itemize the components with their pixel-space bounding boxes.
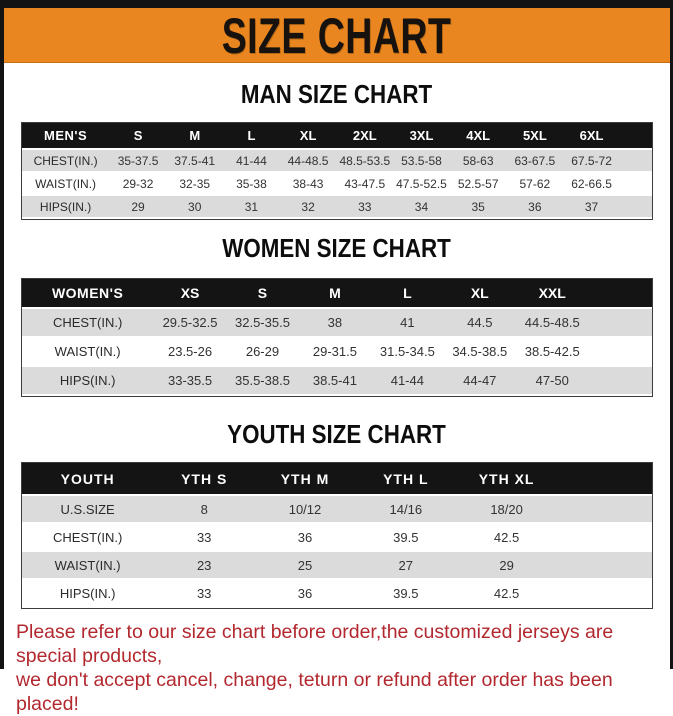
order-notice xyxy=(0,620,673,716)
size-value-cell: 58-63 xyxy=(450,149,507,172)
row-filler xyxy=(588,308,651,337)
row-filler xyxy=(557,551,652,579)
measure-row-label: WAIST(IN.) xyxy=(22,337,154,366)
size-value-cell: 32 xyxy=(280,195,337,218)
left-border-strip xyxy=(0,0,4,669)
table-row xyxy=(22,149,652,172)
header-filler xyxy=(557,463,652,495)
size-column-header: 3XL xyxy=(393,123,450,149)
size-value-cell: 8 xyxy=(154,495,255,523)
size-value-cell: 44-47 xyxy=(444,366,516,395)
row-filler xyxy=(620,195,652,218)
size-value-cell: 42.5 xyxy=(456,523,557,551)
size-value-cell: 37 xyxy=(563,195,620,218)
size-column-header: XXL xyxy=(516,279,588,308)
table-row xyxy=(22,523,652,551)
size-value-cell: 41-44 xyxy=(223,149,280,172)
size-value-cell: 34 xyxy=(393,195,450,218)
table-row xyxy=(22,366,652,395)
youth-table-corner-label: YOUTH xyxy=(22,463,154,495)
size-value-cell: 29 xyxy=(456,551,557,579)
size-value-cell: 32-35 xyxy=(166,172,223,195)
header-filler xyxy=(620,123,652,149)
row-filler xyxy=(588,366,651,395)
size-value-cell: 35-37.5 xyxy=(110,149,167,172)
size-column-header: XL xyxy=(280,123,337,149)
table-row xyxy=(22,579,652,607)
size-column-header: YTH XL xyxy=(456,463,557,495)
size-value-cell: 42.5 xyxy=(456,579,557,607)
women-table-header-row xyxy=(22,279,652,308)
order-notice-line2: we don't accept cancel, change, teturn or refund after order has been placed! xyxy=(16,669,613,715)
size-column-header: S xyxy=(110,123,167,149)
table-row xyxy=(22,308,652,337)
women-size-table xyxy=(21,278,653,397)
size-value-cell: 10/12 xyxy=(255,495,356,523)
size-value-cell: 38.5-42.5 xyxy=(516,337,588,366)
size-value-cell: 48.5-53.5 xyxy=(336,149,393,172)
size-value-cell: 30 xyxy=(166,195,223,218)
youth-size-table xyxy=(21,462,653,609)
measure-row-label: WAIST(IN.) xyxy=(22,551,154,579)
size-value-cell: 29.5-32.5 xyxy=(154,308,226,337)
size-value-cell: 47.5-52.5 xyxy=(393,172,450,195)
size-value-cell: 44.5 xyxy=(444,308,516,337)
size-value-cell: 41 xyxy=(371,308,443,337)
size-value-cell: 36 xyxy=(255,579,356,607)
size-value-cell: 29-32 xyxy=(110,172,167,195)
size-value-cell: 29 xyxy=(110,195,167,218)
size-value-cell: 35-38 xyxy=(223,172,280,195)
size-value-cell: 35.5-38.5 xyxy=(226,366,298,395)
size-value-cell: 36 xyxy=(507,195,564,218)
size-value-cell: 35 xyxy=(450,195,507,218)
size-value-cell: 31.5-34.5 xyxy=(371,337,443,366)
size-value-cell: 38-43 xyxy=(280,172,337,195)
size-column-header: 6XL xyxy=(563,123,620,149)
size-value-cell: 23.5-26 xyxy=(154,337,226,366)
measure-row-label: CHEST(IN.) xyxy=(22,523,154,551)
table-row xyxy=(22,551,652,579)
size-value-cell: 57-62 xyxy=(507,172,564,195)
size-value-cell: 18/20 xyxy=(456,495,557,523)
size-value-cell: 27 xyxy=(355,551,456,579)
size-value-cell: 33 xyxy=(336,195,393,218)
table-row xyxy=(22,495,652,523)
size-column-header: L xyxy=(371,279,443,308)
row-filler xyxy=(557,495,652,523)
size-value-cell: 34.5-38.5 xyxy=(444,337,516,366)
measure-row-label: HIPS(IN.) xyxy=(22,579,154,607)
size-column-header: 4XL xyxy=(450,123,507,149)
size-value-cell: 39.5 xyxy=(355,523,456,551)
size-value-cell: 39.5 xyxy=(355,579,456,607)
size-value-cell: 62-66.5 xyxy=(563,172,620,195)
youth-table-header-row xyxy=(22,463,652,495)
table-row xyxy=(22,195,652,218)
women-section-heading: WOMEN SIZE CHART xyxy=(222,233,451,263)
size-column-header: XL xyxy=(444,279,516,308)
size-column-header: YTH L xyxy=(355,463,456,495)
row-filler xyxy=(620,172,652,195)
size-chart-banner xyxy=(0,8,673,63)
size-value-cell: 23 xyxy=(154,551,255,579)
size-column-header: M xyxy=(299,279,371,308)
size-value-cell: 14/16 xyxy=(355,495,456,523)
measure-row-label: CHEST(IN.) xyxy=(22,308,154,337)
measure-row-label: CHEST(IN.) xyxy=(22,149,110,172)
women-table-corner-label: WOMEN'S xyxy=(22,279,154,308)
size-column-header: 2XL xyxy=(336,123,393,149)
size-column-header: XS xyxy=(154,279,226,308)
size-value-cell: 41-44 xyxy=(371,366,443,395)
size-value-cell: 47-50 xyxy=(516,366,588,395)
size-value-cell: 25 xyxy=(255,551,356,579)
size-value-cell: 36 xyxy=(255,523,356,551)
size-value-cell: 33-35.5 xyxy=(154,366,226,395)
size-value-cell: 53.5-58 xyxy=(393,149,450,172)
size-value-cell: 32.5-35.5 xyxy=(226,308,298,337)
youth-section-heading: YOUTH SIZE CHART xyxy=(227,419,446,449)
size-value-cell: 43-47.5 xyxy=(336,172,393,195)
measure-row-label: HIPS(IN.) xyxy=(22,195,110,218)
size-column-header: 5XL xyxy=(507,123,564,149)
size-value-cell: 38 xyxy=(299,308,371,337)
header-filler xyxy=(588,279,651,308)
size-value-cell: 67.5-72 xyxy=(563,149,620,172)
size-column-header: YTH M xyxy=(255,463,356,495)
size-value-cell: 33 xyxy=(154,579,255,607)
size-column-header: S xyxy=(226,279,298,308)
man-section-heading: MAN SIZE CHART xyxy=(240,79,433,109)
man-table-corner-label: MEN'S xyxy=(22,123,110,149)
size-value-cell: 44.5-48.5 xyxy=(516,308,588,337)
size-column-header: YTH S xyxy=(154,463,255,495)
row-filler xyxy=(557,523,652,551)
size-value-cell: 52.5-57 xyxy=(450,172,507,195)
size-value-cell: 63-67.5 xyxy=(507,149,564,172)
measure-row-label: WAIST(IN.) xyxy=(22,172,110,195)
row-filler xyxy=(620,149,652,172)
row-filler xyxy=(557,579,652,607)
measure-row-label: U.S.SIZE xyxy=(22,495,154,523)
size-column-header: M xyxy=(166,123,223,149)
order-notice-line1: Please refer to our size chart before order,the customized jerseys are special products, xyxy=(16,621,614,667)
man-size-table xyxy=(21,122,653,220)
size-value-cell: 37.5-41 xyxy=(166,149,223,172)
size-column-header: L xyxy=(223,123,280,149)
size-value-cell: 38.5-41 xyxy=(299,366,371,395)
table-row xyxy=(22,337,652,366)
size-value-cell: 44-48.5 xyxy=(280,149,337,172)
size-value-cell: 26-29 xyxy=(226,337,298,366)
row-filler xyxy=(588,337,651,366)
size-value-cell: 31 xyxy=(223,195,280,218)
size-value-cell: 29-31.5 xyxy=(299,337,371,366)
size-value-cell: 33 xyxy=(154,523,255,551)
banner-title: SIZE CHART xyxy=(221,6,452,64)
measure-row-label: HIPS(IN.) xyxy=(22,366,154,395)
table-row xyxy=(22,172,652,195)
man-table-header-row xyxy=(22,123,652,149)
